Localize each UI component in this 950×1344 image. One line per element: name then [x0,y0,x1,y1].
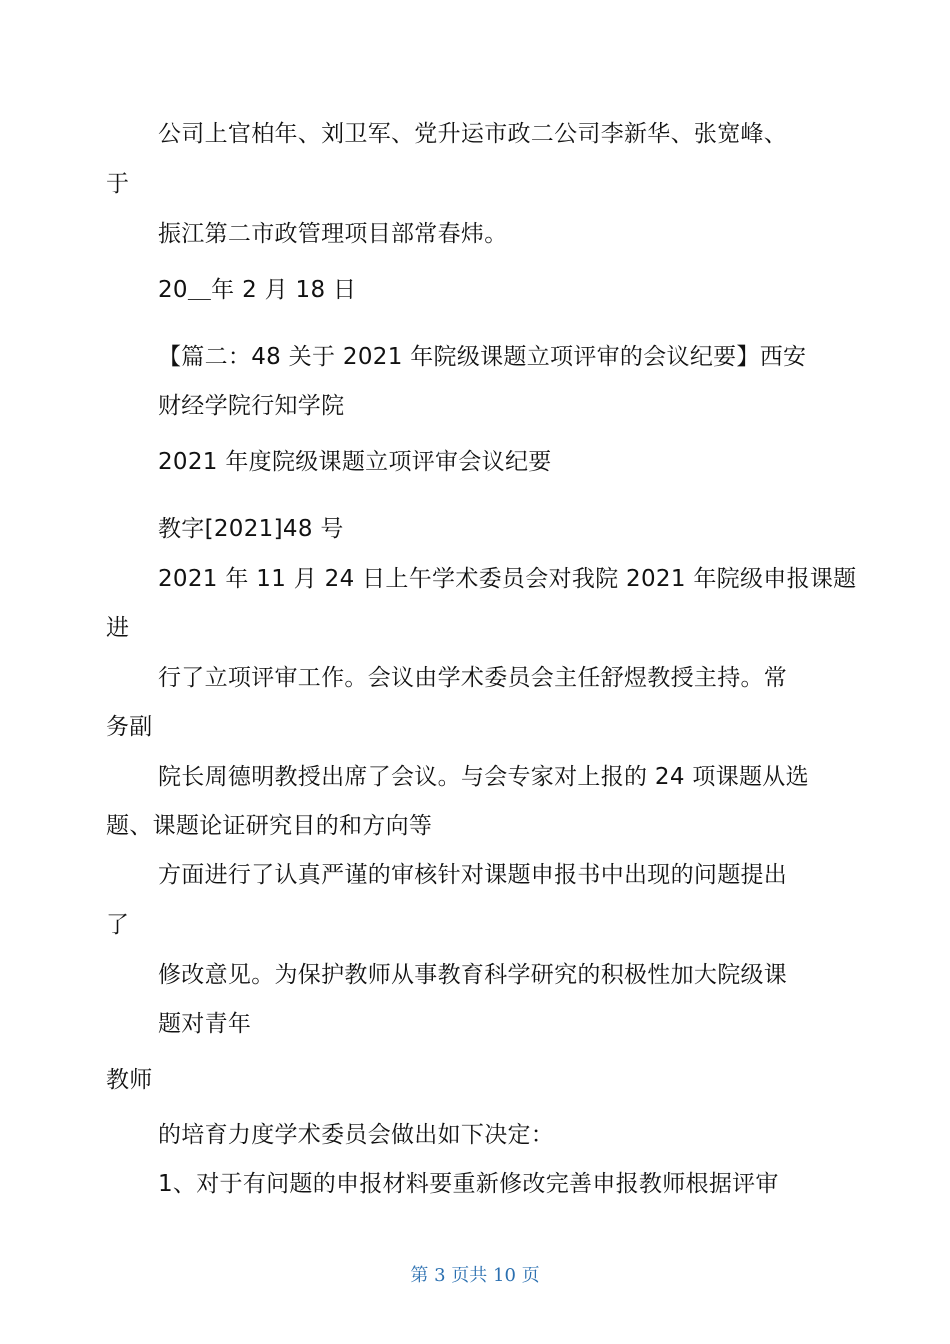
text-line: 题、课题论证研究目的和方向等 [106,813,433,839]
text-line: 公司上官柏年、刘卫军、党升运市政二公司李新华、张宽峰、 [158,121,788,147]
text-line: 进 [106,615,130,641]
text-line: 了 [106,912,130,938]
text-line: 1、对于有问题的申报材料要重新修改完善申报教师根据评审 [158,1171,779,1197]
page-footer: 第 3 页共 10 页 [410,1265,540,1286]
text-line: 振江第二市政管理项目部常春炜。 [158,221,508,247]
text-line: 题对青年 [158,1011,252,1037]
text-line: 教师 [106,1067,153,1093]
text-line: 2021 年 11 月 24 日上午学术委员会对我院 2021 年院级申报课题 [158,566,857,592]
text-line: 修改意见。为保护教师从事教育科学研究的积极性加大院级课 [158,962,788,988]
text-line: 于 [106,171,130,197]
text-line: 务副 [106,714,153,740]
text-line: 院长周德明教授出席了会议。与会专家对上报的 24 项课题从选 [158,764,809,790]
section-heading: 【篇二：48 关于 2021 年院级课题立项评审的会议纪要】西安 [158,344,807,370]
document-number: 教字[2021]48 号 [158,516,344,542]
document-title: 2021 年度院级课题立项评审会议纪要 [158,449,552,475]
date-line: 20＿年 2 月 18 日 [158,277,357,303]
text-line: 行了立项评审工作。会议由学术委员会主任舒煜教授主持。常 [158,665,788,691]
text-line: 财经学院行知学院 [158,393,345,419]
text-line: 方面进行了认真严谨的审核针对课题申报书中出现的问题提出 [158,862,788,888]
text-line: 的培育力度学术委员会做出如下决定： [158,1122,555,1148]
